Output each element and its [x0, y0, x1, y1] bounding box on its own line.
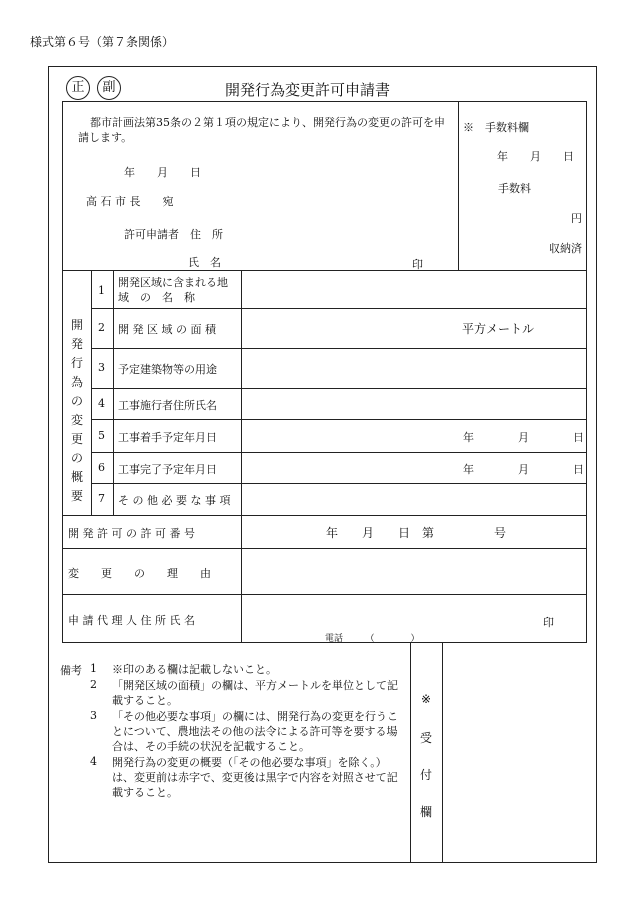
fee-paid: 収納済 — [549, 242, 582, 255]
notes-head: 備考 — [60, 664, 82, 677]
row-number: 1 — [98, 284, 105, 297]
permit-number-label: 開 発 許 可 の 許 可 番 号 — [68, 527, 195, 540]
agent-phone: 電話 （ ） — [325, 634, 420, 644]
applicant-address-label: 許可申請者 住 所 — [124, 228, 223, 241]
addressee: 高 石 市 長 宛 — [86, 195, 174, 208]
row-number: 4 — [98, 397, 105, 410]
permit-number-value: 年 月 日 第 号 — [326, 526, 507, 540]
note-text: 「その他必要な事項」の欄には、開発行為の変更を行うことについて、農地法その他の法令による許可等を要する場合は、その手続の状況を記載すること。 — [112, 710, 398, 753]
note-number: 1 — [90, 662, 97, 675]
note-number: 3 — [90, 709, 97, 722]
row-label-other: そ の 他 必 要 な 事 項 — [118, 494, 231, 507]
agent-label: 申 請 代 理 人 住 所 氏 名 — [68, 614, 195, 627]
area-unit: 平方メートル — [462, 322, 535, 336]
fee-yen: 円 — [571, 212, 582, 225]
original-seal-mark: 正 — [66, 76, 90, 100]
row-label-end-date: 工事完了予定年月日 — [118, 463, 217, 476]
row-number: 7 — [98, 492, 105, 505]
note-text: 開発行為の変更の概要（「その他必要な事項」を除く。）は、変更前は赤字で、変更後は黒字で内容を対照させて記載すること。 — [112, 756, 398, 799]
fee-amount-label: 手数料 — [498, 182, 531, 195]
row-label-area-size: 開 発 区 域 の 面 積 — [118, 323, 216, 336]
row-label-contractor: 工事施行者住所氏名 — [118, 399, 217, 412]
note-number: 2 — [90, 678, 97, 691]
copy-seal-mark: 副 — [97, 76, 121, 100]
form-number: 様式第６号（第７条関係） — [30, 35, 175, 49]
applicant-seal-mark: 印 — [412, 258, 423, 271]
form-title: 開発行為変更許可申請書 — [225, 81, 391, 99]
application-date: 年 月 日 — [124, 166, 201, 179]
fee-date: 年 月 日 — [497, 150, 574, 163]
reception-label: 受付欄 — [419, 731, 432, 819]
note-number: 4 — [90, 755, 97, 768]
end-date-value: 年 月 日 — [463, 463, 584, 476]
application-text: 都市計画法第35条の２第１項の規定により、開発行為の変更の許可を申請します。 — [78, 116, 445, 144]
note-text: 「開発区域の面積」の欄は、平方メートルを単位として記載すること。 — [112, 679, 398, 707]
row-label-area-name: 開発区域に含まれる地域 の 名 称 — [118, 276, 228, 304]
row-number: 3 — [98, 361, 105, 374]
agent-seal-mark: 印 — [543, 616, 554, 629]
row-number: 5 — [98, 429, 105, 442]
overview-label: 開発行為の変更の概要 — [70, 318, 83, 503]
note-text: ※印のある欄は記載しないこと。 — [112, 663, 277, 676]
start-date-value: 年 月 日 — [463, 431, 584, 444]
reception-mark: ※ — [421, 692, 432, 706]
row-number: 2 — [98, 321, 105, 334]
reason-label: 変 更 の 理 由 — [68, 567, 211, 580]
row-label-building-use: 予定建築物等の用途 — [118, 363, 217, 376]
applicant-name-label: 氏 名 — [188, 256, 221, 269]
row-number: 6 — [98, 461, 105, 474]
fee-label: ※ 手数料欄 — [463, 121, 529, 134]
row-label-start-date: 工事着手予定年月日 — [118, 431, 217, 444]
